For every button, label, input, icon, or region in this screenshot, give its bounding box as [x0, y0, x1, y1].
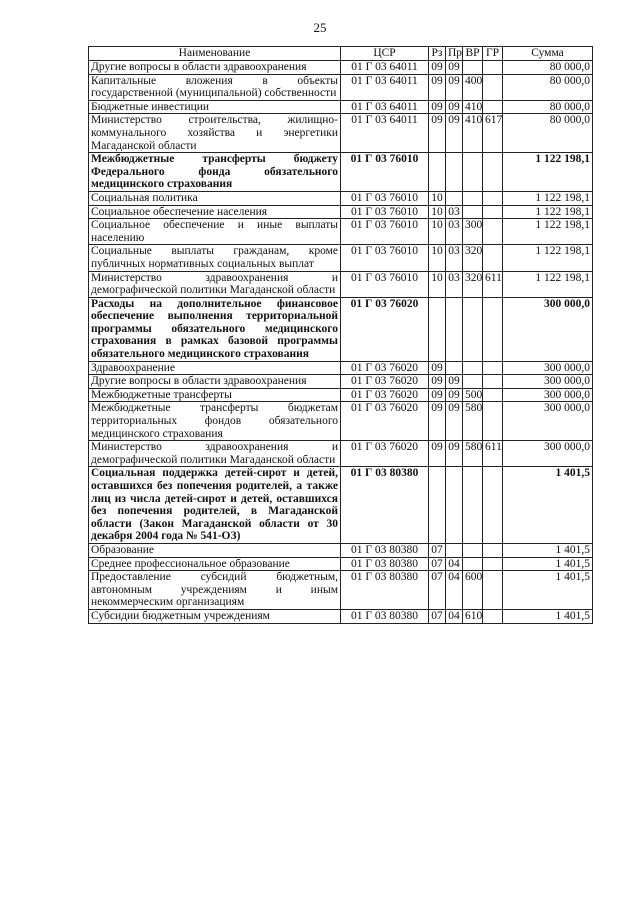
- cell-gr: [483, 609, 503, 623]
- cell-sum: 1 122 198,1: [503, 219, 593, 245]
- cell-csr: 01 Г 03 80380: [341, 557, 429, 571]
- cell-rz: [429, 297, 446, 361]
- cell-sum: 1 122 198,1: [503, 191, 593, 205]
- cell-vr: 320: [463, 271, 483, 297]
- cell-vr: [463, 375, 483, 389]
- cell-csr: 01 Г 03 64011: [341, 100, 429, 114]
- cell-csr: 01 Г 03 64011: [341, 74, 429, 100]
- cell-gr: [483, 153, 503, 192]
- cell-pr: [446, 297, 463, 361]
- header-name: Наименование: [89, 47, 341, 61]
- cell-sum: 1 401,5: [503, 557, 593, 571]
- cell-rz: 09: [429, 61, 446, 75]
- cell-rz: 10: [429, 191, 446, 205]
- cell-vr: 320: [463, 245, 483, 271]
- cell-pr: 03: [446, 245, 463, 271]
- header-gr: ГР: [483, 47, 503, 61]
- cell-pr: [446, 467, 463, 544]
- cell-rz: 07: [429, 571, 446, 610]
- cell-csr: 01 Г 03 76020: [341, 297, 429, 361]
- cell-csr: 01 Г 03 76020: [341, 388, 429, 402]
- cell-rz: 09: [429, 402, 446, 441]
- cell-pr: 09: [446, 402, 463, 441]
- cell-csr: 01 Г 03 80380: [341, 467, 429, 544]
- cell-pr: 04: [446, 557, 463, 571]
- cell-csr: 01 Г 03 64011: [341, 114, 429, 153]
- cell-gr: 617: [483, 114, 503, 153]
- cell-csr: 01 Г 03 64011: [341, 61, 429, 75]
- cell-pr: 04: [446, 609, 463, 623]
- table-row: [89, 609, 593, 623]
- cell-vr: 610: [463, 609, 483, 623]
- table-row: [89, 271, 593, 297]
- table-row: [89, 74, 593, 100]
- cell-sum: 300 000,0: [503, 361, 593, 375]
- cell-rz: 09: [429, 375, 446, 389]
- cell-sum: 300 000,0: [503, 375, 593, 389]
- cell-sum: 1 122 198,1: [503, 205, 593, 219]
- cell-name: Межбюджетные трансферты бюджету Федерального фонда обязательного медицинского страхования: [89, 153, 341, 192]
- cell-sum: 300 000,0: [503, 441, 593, 467]
- table-row: [89, 441, 593, 467]
- cell-gr: [483, 361, 503, 375]
- cell-sum: 80 000,0: [503, 61, 593, 75]
- header-csr: ЦСР: [341, 47, 429, 61]
- cell-vr: 410: [463, 114, 483, 153]
- cell-rz: [429, 153, 446, 192]
- cell-rz: 09: [429, 74, 446, 100]
- cell-name: Межбюджетные трансферты: [89, 388, 341, 402]
- cell-name: Среднее профессиональное образование: [89, 557, 341, 571]
- cell-sum: 1 401,5: [503, 467, 593, 544]
- cell-sum: 300 000,0: [503, 388, 593, 402]
- page-number: 25: [313, 20, 327, 35]
- cell-csr: 01 Г 03 76010: [341, 245, 429, 271]
- table-row: [89, 61, 593, 75]
- cell-vr: [463, 361, 483, 375]
- cell-sum: 1 401,5: [503, 571, 593, 610]
- cell-name: Социальные выплаты гражданам, кроме публичных нормативных социальных выплат: [89, 245, 341, 271]
- cell-csr: 01 Г 03 76010: [341, 191, 429, 205]
- cell-name: Министерство здравоохранения и демографической политики Магаданской области: [89, 271, 341, 297]
- cell-pr: 09: [446, 74, 463, 100]
- cell-gr: [483, 467, 503, 544]
- cell-vr: 300: [463, 219, 483, 245]
- cell-gr: [483, 388, 503, 402]
- cell-gr: [483, 100, 503, 114]
- header-vr: ВР: [463, 47, 483, 61]
- cell-csr: 01 Г 03 76010: [341, 153, 429, 192]
- cell-vr: [463, 543, 483, 557]
- cell-sum: 80 000,0: [503, 74, 593, 100]
- cell-pr: 09: [446, 61, 463, 75]
- cell-vr: 410: [463, 100, 483, 114]
- cell-gr: [483, 74, 503, 100]
- cell-gr: [483, 191, 503, 205]
- cell-vr: 580: [463, 441, 483, 467]
- cell-gr: [483, 557, 503, 571]
- cell-pr: 04: [446, 571, 463, 610]
- cell-sum: 1 401,5: [503, 609, 593, 623]
- cell-pr: 03: [446, 219, 463, 245]
- cell-name: Социальное обеспечение и иные выплаты населению: [89, 219, 341, 245]
- cell-name: Субсидии бюджетным учреждениям: [89, 609, 341, 623]
- cell-pr: 09: [446, 441, 463, 467]
- cell-rz: 07: [429, 543, 446, 557]
- cell-vr: 500: [463, 388, 483, 402]
- cell-vr: [463, 61, 483, 75]
- cell-vr: [463, 205, 483, 219]
- cell-gr: [483, 245, 503, 271]
- cell-rz: 09: [429, 388, 446, 402]
- cell-name: Другие вопросы в области здравоохранения: [89, 375, 341, 389]
- cell-sum: 80 000,0: [503, 100, 593, 114]
- cell-rz: 09: [429, 100, 446, 114]
- cell-vr: 400: [463, 74, 483, 100]
- cell-gr: [483, 571, 503, 610]
- table-row: [89, 114, 593, 153]
- cell-csr: 01 Г 03 76020: [341, 441, 429, 467]
- cell-name: Социальное обеспечение населения: [89, 205, 341, 219]
- cell-sum: 300 000,0: [503, 402, 593, 441]
- table-row: [89, 467, 593, 544]
- table-row: [89, 402, 593, 441]
- table-row: [89, 388, 593, 402]
- cell-name: Другие вопросы в области здравоохранения: [89, 61, 341, 75]
- cell-vr: 600: [463, 571, 483, 610]
- cell-rz: 07: [429, 557, 446, 571]
- cell-gr: 611: [483, 441, 503, 467]
- cell-pr: 09: [446, 388, 463, 402]
- cell-pr: [446, 153, 463, 192]
- table-row: [89, 571, 593, 610]
- cell-sum: 1 122 198,1: [503, 153, 593, 192]
- cell-csr: 01 Г 03 80380: [341, 609, 429, 623]
- cell-gr: [483, 61, 503, 75]
- cell-sum: 300 000,0: [503, 297, 593, 361]
- cell-rz: 10: [429, 271, 446, 297]
- cell-sum: 1 122 198,1: [503, 271, 593, 297]
- header-rz: Рз: [429, 47, 446, 61]
- cell-gr: [483, 297, 503, 361]
- cell-rz: 10: [429, 219, 446, 245]
- table-row: [89, 543, 593, 557]
- cell-vr: [463, 467, 483, 544]
- cell-name: Расходы на дополнительное финансовое обеспечение выполнения территориальной программы обязательного медицинского страхования в рамках базовой программы обязательного медицинского страхования: [89, 297, 341, 361]
- cell-name: Образование: [89, 543, 341, 557]
- cell-vr: 580: [463, 402, 483, 441]
- cell-csr: 01 Г 03 80380: [341, 543, 429, 557]
- cell-gr: [483, 219, 503, 245]
- table-row: [89, 219, 593, 245]
- cell-pr: 09: [446, 114, 463, 153]
- cell-csr: 01 Г 03 76020: [341, 402, 429, 441]
- cell-pr: 03: [446, 205, 463, 219]
- table-row: [89, 557, 593, 571]
- cell-name: Социальная политика: [89, 191, 341, 205]
- cell-vr: [463, 297, 483, 361]
- cell-name: Здравоохранение: [89, 361, 341, 375]
- table-row: [89, 245, 593, 271]
- cell-name: Предоставление субсидий бюджетным, автономным учреждениям и иным некоммерческим организациям: [89, 571, 341, 610]
- table-row: [89, 375, 593, 389]
- cell-csr: 01 Г 03 80380: [341, 571, 429, 610]
- cell-csr: 01 Г 03 76020: [341, 361, 429, 375]
- table-row: [89, 153, 593, 192]
- cell-pr: 09: [446, 375, 463, 389]
- table-row: [89, 191, 593, 205]
- cell-rz: 09: [429, 361, 446, 375]
- cell-csr: 01 Г 03 76010: [341, 219, 429, 245]
- cell-gr: [483, 375, 503, 389]
- cell-sum: 80 000,0: [503, 114, 593, 153]
- cell-rz: 09: [429, 441, 446, 467]
- cell-gr: 611: [483, 271, 503, 297]
- cell-name: Министерство здравоохранения и демографической политики Магаданской области: [89, 441, 341, 467]
- cell-rz: 07: [429, 609, 446, 623]
- cell-vr: [463, 557, 483, 571]
- table-row: [89, 361, 593, 375]
- budget-table: [88, 46, 593, 624]
- cell-pr: 03: [446, 271, 463, 297]
- cell-pr: [446, 361, 463, 375]
- cell-rz: 10: [429, 205, 446, 219]
- table-row: [89, 205, 593, 219]
- cell-name: Бюджетные инвестиции: [89, 100, 341, 114]
- cell-sum: 1 122 198,1: [503, 245, 593, 271]
- table-header-row: [89, 47, 593, 61]
- cell-rz: 10: [429, 245, 446, 271]
- cell-sum: 1 401,5: [503, 543, 593, 557]
- cell-pr: [446, 543, 463, 557]
- cell-rz: [429, 467, 446, 544]
- cell-gr: [483, 402, 503, 441]
- cell-rz: 09: [429, 114, 446, 153]
- cell-csr: 01 Г 03 76010: [341, 205, 429, 219]
- table-row: [89, 100, 593, 114]
- cell-vr: [463, 191, 483, 205]
- table-row: [89, 297, 593, 361]
- header-sum: Сумма: [503, 47, 593, 61]
- cell-name: Социальная поддержка детей-сирот и детей, оставшихся без попечения родителей, а также лиц из числа детей-сирот и детей, оставшихся без попечения родителей, в Магаданской области (Закон Магаданской области от 30 декабря 2004 года № 541-ОЗ): [89, 467, 341, 544]
- header-pr: Пр: [446, 47, 463, 61]
- cell-name: Министерство строительства, жилищно-коммунального хозяйства и энергетики Магаданской области: [89, 114, 341, 153]
- cell-gr: [483, 205, 503, 219]
- cell-vr: [463, 153, 483, 192]
- cell-name: Межбюджетные трансферты бюджетам территориальных фондов обязательного медицинского страхования: [89, 402, 341, 441]
- cell-csr: 01 Г 03 76010: [341, 271, 429, 297]
- cell-name: Капитальные вложения в объекты государственной (муниципальной) собственности: [89, 74, 341, 100]
- cell-csr: 01 Г 03 76020: [341, 375, 429, 389]
- cell-pr: [446, 191, 463, 205]
- cell-gr: [483, 543, 503, 557]
- cell-pr: 09: [446, 100, 463, 114]
